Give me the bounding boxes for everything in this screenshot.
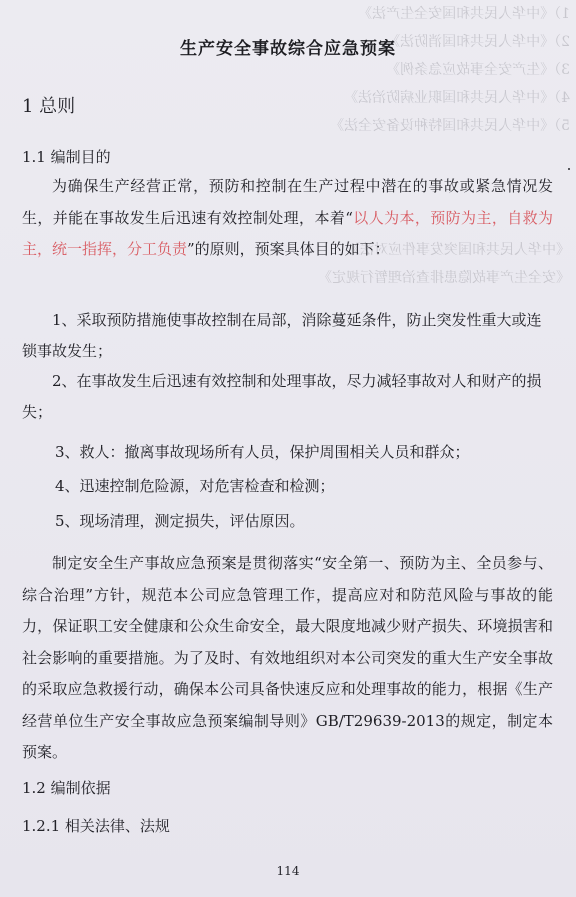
show-through-text: 1）《中华人民共和国安全生产法》 2）《中华人民共和国消防法》 3）《生产安全事故应急条例》 4）《中华人民共和国职业病防治法》 5）《中华人民共和国特种设备安全法》 《中华人民共和国突发事件应对法》 《安全生产事故隐患排查治理暂行规定》 bbox=[318, 6, 570, 286]
principle-highlight: 以人为本，预防为主，自救为主，统一指挥，分工负责 bbox=[22, 208, 553, 258]
document-title: 生产安全事故综合应急预案 bbox=[180, 39, 396, 59]
list-item: 5、现场清理，测定损失，评估原因。 bbox=[55, 512, 305, 530]
section-heading-purpose: 1.1 编制目的 bbox=[22, 148, 111, 166]
section-heading-general: 1 总则 bbox=[22, 96, 76, 117]
list-item: 3、救人：撤离事故现场所有人员，保护周围相关人员和群众； bbox=[55, 443, 470, 461]
list-item: 4、迅速控制危险源，对危害检查和检测； bbox=[55, 477, 335, 495]
purpose-paragraph bbox=[22, 171, 553, 266]
section-heading-basis: 1.2 编制依据 bbox=[22, 779, 111, 797]
page-number: 114 bbox=[276, 864, 300, 878]
purpose-text-after: ”的原则，预案具体目的如下： bbox=[187, 240, 390, 258]
list-item: 2、在事故发生后迅速有效控制和处理事故，尽力减轻事故对人和财产的损失； bbox=[22, 372, 542, 421]
list-item: 1、采取预防措施使事故控制在局部，消除蔓延条件，防止突发性重大或连锁事故发生； bbox=[22, 311, 542, 360]
measures-paragraph: 制定安全生产事故应急预案是贯彻落实“安全第一、预防为主、全员参与、综合治理”方针，规范本公司应急管理工作，提高应对和防范风险与事故的能力，保证职工安全健康和公众生命安全，最大限度地减少财产损失、环境损害和社会影响的重要措施。为了及时、有效地组织对本公司突发的重大生产安全事故的采取应急救援行动，确保本公司具备快速反应和处理事故的能力，根据《生产经营单位生产安全事故应急预案编制导则》GB/T29639-2013的规定，制定本预案。 bbox=[22, 554, 553, 761]
scan-speck bbox=[568, 168, 570, 170]
subsection-heading-laws: 1.2.1 相关法律、法规 bbox=[22, 817, 170, 835]
purpose-text-before: 为确保生产经营正常，预防和控制在生产过程中潜在的事故或紧急情况发生，并能在事故发生后迅速有效控制处理，本着“ bbox=[22, 177, 553, 227]
